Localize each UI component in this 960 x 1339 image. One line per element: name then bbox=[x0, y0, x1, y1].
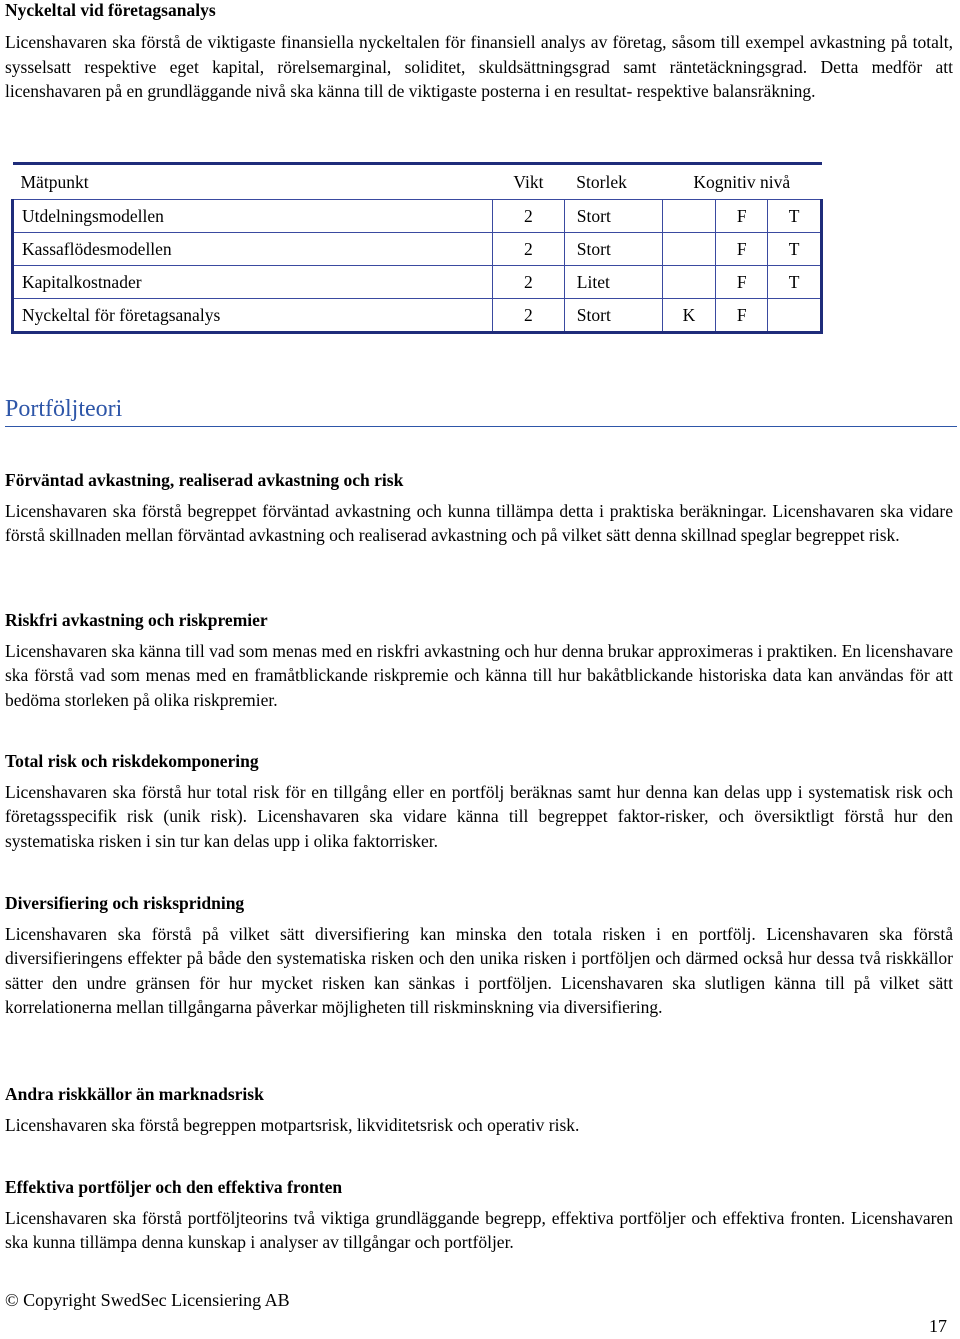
cell-vikt: 2 bbox=[493, 233, 565, 266]
subsection-heading: Total risk och riskdekomponering bbox=[5, 751, 259, 771]
cell-vikt: 2 bbox=[493, 200, 565, 233]
table-row bbox=[13, 233, 822, 266]
cell-level-t: T bbox=[768, 200, 822, 233]
cell-vikt: 2 bbox=[493, 266, 565, 299]
table-row bbox=[13, 200, 822, 233]
table-row bbox=[13, 299, 822, 333]
header-kognitiv-niva: Kognitiv nivå bbox=[662, 164, 821, 200]
section-heading: Nyckeltal vid företagsanalys bbox=[5, 0, 216, 20]
subsection bbox=[5, 608, 953, 712]
chapter-title: Portföljteori bbox=[5, 394, 957, 427]
cell-matpunkt: Nyckeltal för företagsanalys bbox=[13, 299, 493, 333]
cell-level-k bbox=[662, 200, 716, 233]
cell-storlek: Stort bbox=[564, 200, 662, 233]
subsection bbox=[5, 891, 953, 1020]
cell-matpunkt: Kapitalkostnader bbox=[13, 266, 493, 299]
subsection-heading: Andra riskkällor än marknadsrisk bbox=[5, 1084, 264, 1104]
cell-storlek: Stort bbox=[564, 299, 662, 333]
cell-level-f: F bbox=[716, 233, 768, 266]
cell-level-t: T bbox=[768, 266, 822, 299]
table-row bbox=[13, 266, 822, 299]
cell-matpunkt: Kassaflödesmodellen bbox=[13, 233, 493, 266]
section-body: Licenshavaren ska förstå de viktigaste finansiella nyckeltalen för finansiell analys av företag, såsom till exempel avkastning på totalt, sysselsatt respektive eget kapital, rörelsemarginal, soliditet, skuldsättningsgrad samt räntetäckningsgrad. Detta medför att licenshavaren på en grundläggande nivå ska känna till de viktigaste posterna i en resultat- respektive balansräkning. bbox=[5, 32, 953, 101]
cell-level-f: F bbox=[716, 299, 768, 333]
cell-storlek: Stort bbox=[564, 233, 662, 266]
copyright-footer: © Copyright SwedSec Licensiering AB bbox=[5, 1290, 290, 1310]
subsection-heading: Förväntad avkastning, realiserad avkastning och risk bbox=[5, 470, 404, 490]
header-storlek: Storlek bbox=[564, 164, 662, 200]
header-matpunkt: Mätpunkt bbox=[13, 164, 493, 200]
subsection-body: Licenshavaren ska förstå begreppen motpartsrisk, likviditetsrisk och operativ risk. bbox=[5, 1114, 580, 1135]
subsection bbox=[5, 749, 953, 853]
cell-level-k: K bbox=[662, 299, 716, 333]
table-header-row bbox=[13, 164, 822, 200]
subsection bbox=[5, 468, 953, 548]
subsection-heading: Riskfri avkastning och riskpremier bbox=[5, 610, 268, 630]
subsection bbox=[5, 1082, 953, 1137]
subsection bbox=[5, 1175, 953, 1255]
subsection-body: Licenshavaren ska förstå på vilket sätt diversifiering kan minska den totala risken i en portfölj. Licenshavaren ska förstå diversifieringens effekter på både den systematiska risken och den unika risken i portföljen och därmed också hur dessa två riskkällor sätter den undre gränsen för hur mycket risken kan sänkas i portföljen. Licenshavaren ska slutligen känna till på vilket sätt korrelationerna mellan tillgångarna påverkar möjligheten till riskminskning via diversifiering. bbox=[5, 923, 953, 1017]
cell-level-f: F bbox=[716, 266, 768, 299]
subsection-heading: Diversifiering och riskspridning bbox=[5, 893, 245, 913]
cell-level-k bbox=[662, 233, 716, 266]
subsection-body: Licenshavaren ska förstå begreppet förväntad avkastning och kunna tillämpa detta i praktiska beräkningar. Licenshavaren ska vidare förstå skillnaden mellan förväntad avkastning och realiserad avkastning och på vilket sätt denna skillnad speglar begreppet risk. bbox=[5, 500, 953, 545]
cell-matpunkt: Utdelningsmodellen bbox=[13, 200, 493, 233]
subsection-body: Licenshavaren ska känna till vad som menas med en riskfri avkastning och hur denna brukar approximeras i praktiken. En licenshavare ska förstå vad som menas med en framåtblickande riskpremie och känna till hur bakåtblickande historiska data kan användas för att bedöma storleken på olika riskpremier. bbox=[5, 640, 953, 710]
cell-level-t: T bbox=[768, 233, 822, 266]
cell-level-t bbox=[768, 299, 822, 333]
subsection-body: Licenshavaren ska förstå hur total risk för en tillgång eller en portfölj beräknas samt hur denna kan delas upp i systematisk risk och företagsspecifik risk (unik risk). Licenshavaren ska vidare känna till begreppet faktor-risker, och översiktligt förstå hur den systematiska risken i sin tur kan delas upp i olika faktorrisker. bbox=[5, 781, 953, 851]
cell-storlek: Litet bbox=[564, 266, 662, 299]
cell-vikt: 2 bbox=[493, 299, 565, 333]
cell-level-f: F bbox=[716, 200, 768, 233]
subsection-heading: Effektiva portföljer och den effektiva fronten bbox=[5, 1177, 343, 1197]
cell-level-k bbox=[662, 266, 716, 299]
measurement-table bbox=[11, 162, 823, 334]
page-number: 17 bbox=[929, 1316, 947, 1336]
subsection-body: Licenshavaren ska förstå portföljteorins två viktiga grundläggande begrepp, effektiva portföljer och effektiva fronten. Licenshavaren ska kunna tillämpa denna kunskap i analyser av tillgångar och portföljer. bbox=[5, 1207, 953, 1252]
header-vikt: Vikt bbox=[493, 164, 565, 200]
